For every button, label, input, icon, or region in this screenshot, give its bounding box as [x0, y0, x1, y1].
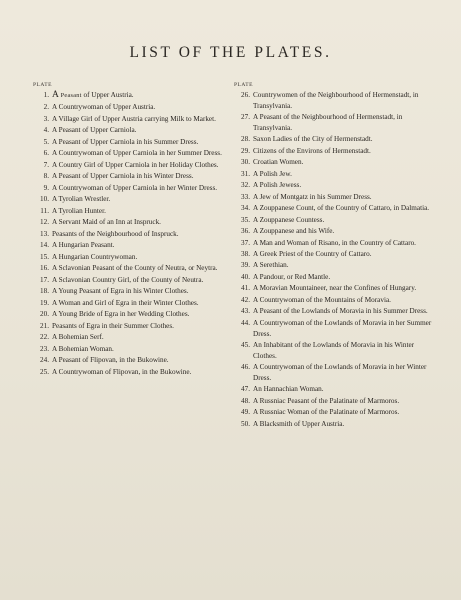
plate-entry [232, 272, 432, 283]
plate-entry [232, 146, 432, 157]
plate-entry [232, 192, 432, 203]
plate-entry [31, 252, 227, 263]
plate-number: 22. [40, 333, 49, 342]
plate-entry [232, 249, 432, 260]
plate-number: 32. [241, 181, 250, 190]
plate-entry [232, 306, 432, 317]
plate-title: A Peasant of Upper Carniola in his Winter Dress. [52, 172, 194, 181]
plate-entry [31, 102, 227, 113]
plate-title: A Young Bride of Egra in her Wedding Clothes. [52, 310, 190, 319]
plate-title: An Inhabitant of the Lowlands of Moravia in his Winter Clothes. [253, 340, 415, 360]
plate-title: A Servant Maid of an Inn at Inspruck. [52, 218, 161, 227]
plate-title: A Jew of Montgatz in his Summer Dress. [253, 192, 372, 201]
plate-entry [31, 114, 227, 125]
plate-number: 39. [241, 261, 250, 270]
plate-title: A Countrywoman of the Lowlands of Moravia in her Summer Dress. [253, 318, 432, 338]
plate-number: 38. [241, 250, 250, 258]
plate-title: A Russniac Peasant of the Palatinate of Marmoros. [253, 396, 400, 405]
plate-number: 50. [241, 419, 250, 428]
plate-number: 34. [241, 204, 250, 213]
plate-number: 48. [241, 396, 250, 405]
plate-column-header-right: PLATE [234, 82, 253, 88]
plate-title-smallcaps: Peasant [60, 92, 82, 99]
plate-entry [31, 125, 227, 136]
plate-entry [232, 419, 432, 430]
plate-entry [31, 263, 227, 274]
plate-entry [232, 238, 432, 249]
plate-entry [31, 286, 227, 297]
plate-number: 30. [241, 158, 250, 167]
plate-entry [31, 321, 227, 332]
plate-number: 9. [43, 183, 49, 192]
plate-title: A Sclavonian Country Girl, of the County of Neutra. [52, 275, 204, 284]
plate-title: A Bohemian Woman. [52, 344, 114, 353]
plate-number: 7. [43, 160, 49, 169]
plates-column-left [31, 80, 227, 378]
plate-entry [232, 384, 432, 395]
plate-title: A Countrywoman of the Lowlands of Moravia in her Winter Dress. [253, 363, 427, 382]
plate-title: A Pandour, or Red Mantle. [253, 272, 331, 281]
plate-entry [232, 260, 432, 271]
plate-title: Peasants of the Neighbourhood of Inspruck. [52, 229, 179, 238]
plate-title [52, 90, 227, 102]
plate-entry [232, 295, 432, 306]
plate-entry [31, 355, 227, 366]
plate-entry [31, 275, 227, 286]
plate-title: A Bohemian Serf. [52, 333, 104, 342]
plate-number: 27. [241, 113, 250, 122]
plate-title: A Tyrolian Hunter. [52, 206, 106, 215]
plate-number: 35. [241, 215, 250, 224]
plate-entry [31, 309, 227, 320]
plate-entry [31, 229, 227, 240]
plate-entry [232, 215, 432, 226]
plate-entry [31, 171, 227, 182]
plate-number: 12. [40, 218, 49, 227]
plate-entry [232, 396, 432, 407]
plate-title: A Countrywoman of Upper Carniola in her Summer Dress. [52, 149, 222, 158]
plate-title: A Country Girl of Upper Carniola in her Holiday Clothes. [52, 160, 219, 169]
plate-entry [31, 298, 227, 309]
plate-entry [232, 90, 432, 111]
plate-number: 5. [43, 137, 49, 146]
plate-title: An Hannachian Woman. [253, 385, 324, 394]
plate-title: A Woman and Girl of Egra in their Winter Clothes. [52, 298, 199, 307]
plate-number: 23. [40, 344, 49, 353]
plate-entry [232, 134, 432, 145]
plate-entry [232, 157, 432, 168]
plate-number: 6. [43, 149, 49, 158]
plate-title: A Peasant of Flipovan, in the Bukowine. [52, 356, 169, 365]
plate-title: A Peasant of Upper Carniola in his Summer Dress. [52, 137, 199, 146]
plate-entry [232, 362, 432, 383]
plate-title: A Zouppanese and his Wife. [253, 227, 335, 236]
plate-title: A Countrywoman of Upper Carniola in her Winter Dress. [52, 183, 218, 192]
plate-number: 19. [40, 298, 49, 307]
plates-column-right [232, 80, 432, 430]
plate-title: A Zouppanese Countess. [253, 215, 325, 224]
plate-entry [232, 283, 432, 294]
plate-entry [31, 367, 227, 378]
plate-title: A Peasant of the Neighbourhood of Hermenstadt, in Transylvania. [253, 113, 403, 132]
plate-entry [232, 318, 432, 339]
plate-number: 2. [43, 103, 49, 112]
plate-number: 37. [241, 238, 250, 247]
plate-number: 43. [241, 307, 250, 316]
plate-title: A Polish Jew. [253, 169, 292, 178]
plate-title: Peasants of Egra in their Summer Clothes. [52, 321, 174, 330]
plate-entry [232, 226, 432, 237]
plate-number: 46. [241, 363, 250, 372]
plate-title: A Polish Jewess. [253, 181, 302, 190]
plate-entry [31, 240, 227, 251]
plate-number: 42. [241, 295, 250, 304]
plate-number: 16. [40, 264, 49, 273]
plate-number: 28. [241, 135, 250, 144]
plate-title: A Sclavonian Peasant of the County of Neutra, or Neytra. [52, 264, 218, 273]
plate-number: 8. [43, 172, 49, 181]
plate-entry [31, 90, 227, 102]
plate-number: 15. [40, 252, 49, 261]
plate-entry [31, 344, 227, 355]
plate-number: 18. [40, 287, 49, 296]
plate-title: A Peasant of the Lowlands of Moravia in his Summer Dress. [253, 307, 428, 316]
plate-title: A Young Peasant of Egra in his Winter Clothes. [52, 287, 189, 296]
plate-entry [31, 160, 227, 171]
plate-entry [31, 332, 227, 343]
plate-entry [232, 407, 432, 418]
plate-title: Saxon Ladies of the City of Hermenstadt. [253, 135, 373, 144]
plate-entry [31, 148, 227, 159]
plate-number: 4. [43, 126, 49, 135]
plate-title-initial: A [52, 90, 59, 100]
plate-title: Citizens of the Environs of Hermenstadt. [253, 146, 371, 155]
plate-number: 45. [241, 340, 250, 349]
plate-title: A Zouppanese Count, of the Country of Cattaro, in Dalmatia. [253, 204, 430, 213]
plate-title: A Countrywoman of Upper Austria. [52, 103, 156, 112]
page-title: LIST OF THE PLATES. [129, 44, 332, 61]
plate-number: 25. [40, 367, 49, 376]
plate-title: A Russniac Woman of the Palatinate of Marmoros. [253, 408, 400, 417]
plate-entry [232, 340, 432, 361]
plate-title: A Serethian. [253, 261, 289, 270]
plate-title: Countrywomen of the Neighbourhood of Hermenstadt, in Transylvania. [253, 91, 419, 110]
plate-column-header-left: PLATE [33, 82, 52, 88]
plate-number: 29. [241, 146, 250, 155]
plate-number: 24. [40, 356, 49, 365]
plate-entry [232, 112, 432, 133]
plate-number: 40. [241, 272, 250, 281]
plate-title: A Moravian Mountaineer, near the Confines of Hungary. [253, 284, 417, 293]
plate-title: A Countrywoman of Flipovan, in the Bukowine. [52, 367, 192, 376]
plate-title: A Tyrolian Wrestler. [52, 195, 111, 204]
plate-number: 44. [241, 318, 250, 327]
plate-entry [232, 203, 432, 214]
plate-entry [232, 180, 432, 191]
plate-title-rest: of Upper Austria. [81, 91, 134, 99]
plate-number: 13. [40, 229, 49, 238]
plate-number: 21. [40, 321, 49, 330]
plate-title: A Blacksmith of Upper Austria. [253, 419, 345, 428]
plate-title: Croatian Women. [253, 158, 304, 167]
plate-number: 26. [241, 91, 250, 99]
plate-entry [232, 169, 432, 180]
plate-number: 3. [43, 114, 49, 123]
plate-number: 47. [241, 385, 250, 394]
plate-entry [31, 137, 227, 148]
plates-list-left [31, 90, 227, 377]
plate-entry [31, 194, 227, 205]
plate-entry [31, 206, 227, 217]
plate-title: A Village Girl of Upper Austria carrying Milk to Market. [52, 114, 216, 123]
plate-number: 31. [241, 169, 250, 178]
plate-number: 33. [241, 192, 250, 201]
plate-entry [31, 183, 227, 194]
plate-title: A Man and Woman of Risano, in the Country of Cattaro. [253, 238, 416, 247]
plate-number: 14. [40, 241, 49, 250]
plate-title: A Peasant of Upper Carniola. [52, 126, 137, 135]
plates-list-right [232, 90, 432, 429]
plate-number: 41. [241, 284, 250, 293]
plate-number: 36. [241, 227, 250, 236]
plate-number: 17. [40, 275, 49, 284]
plate-title: A Hungarian Countrywoman. [52, 252, 138, 261]
plate-number: 11. [40, 206, 49, 215]
plate-number: 10. [40, 195, 49, 204]
plate-number: 20. [40, 310, 49, 319]
plate-entry [31, 217, 227, 228]
plate-title: A Hungarian Peasant. [52, 241, 115, 250]
plate-number: 1. [43, 91, 49, 99]
plate-title: A Countrywoman of the Mountains of Moravia. [253, 295, 391, 304]
plate-number: 49. [241, 408, 250, 417]
plate-title: A Greek Priest of the Country of Cattaro. [253, 250, 372, 258]
